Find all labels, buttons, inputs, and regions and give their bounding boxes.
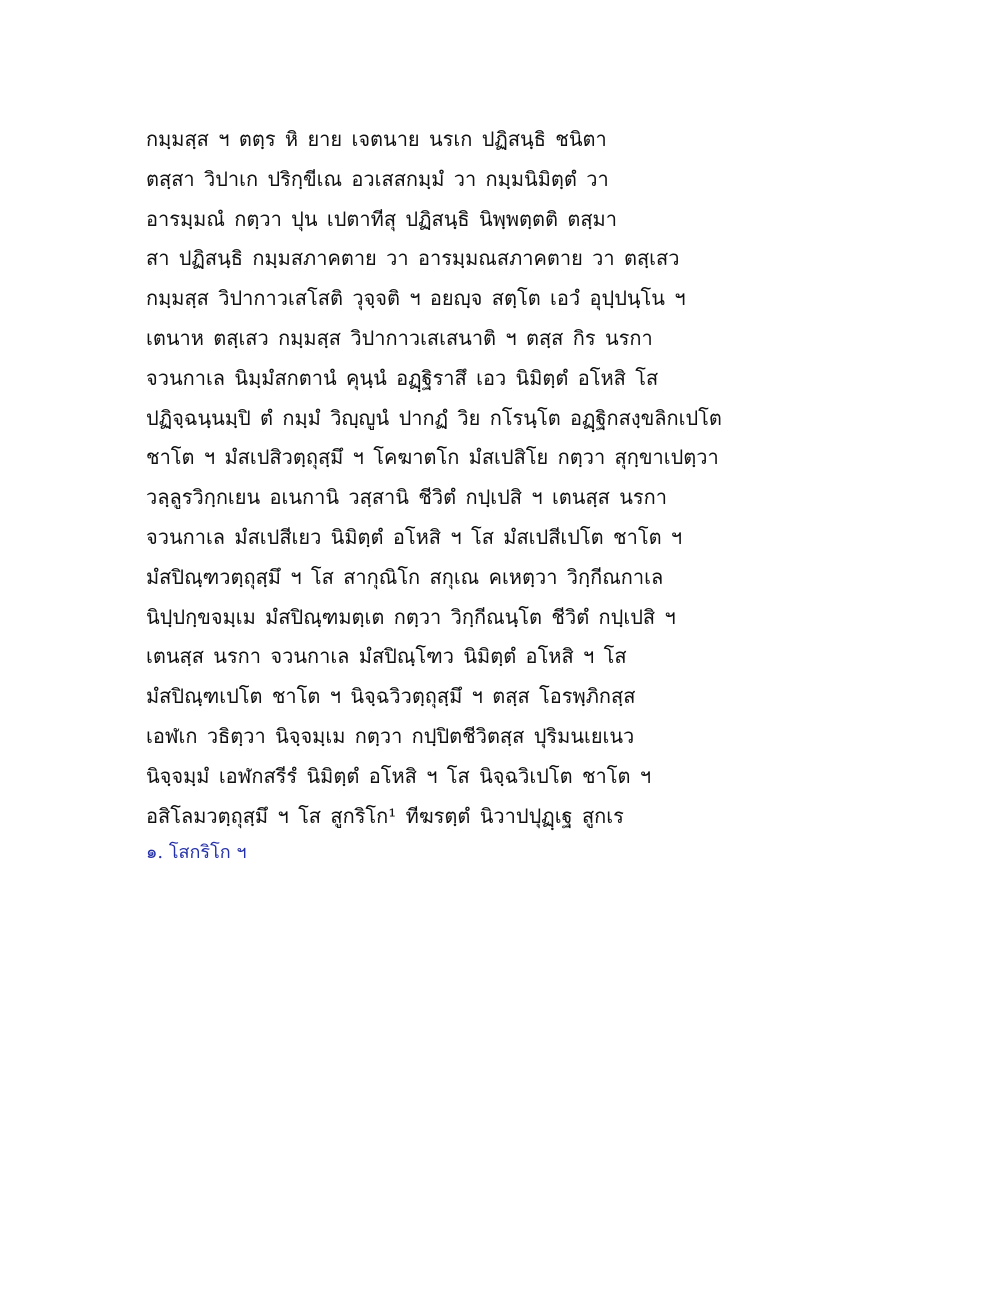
text-line-12: มํสปิณฺฑวตฺถุสฺมึ ฯ โส สากุณิโก สกุเณ คเหตฺวา วิกฺกีณกาเล bbox=[146, 564, 664, 589]
text-line-5: กมฺมสฺส วิปากาวเสโสติ วุจฺจติ ฯ อยญฺจ สตฺโต เอวํ อุปฺปนฺโน ฯ bbox=[146, 286, 686, 311]
text-line-11: จวนกาเล มํสเปสีเยว นิมิตฺตํ อโหสิ ฯ โส มํสเปสีเปโต ชาโต ฯ bbox=[146, 524, 683, 549]
text-line-6: เตนาห ตสฺเสว กมฺมสฺส วิปากาวเสเสนาติ ฯ ตสฺส กิร นรกา bbox=[146, 325, 653, 350]
text-line-4: สา ปฏิสนฺธิ กมฺมสภาคตาย วา อารมฺมณสภาคตาย วา ตสฺเสว bbox=[146, 246, 680, 271]
pali-text-body bbox=[146, 120, 846, 836]
text-line-1: กมฺมสฺส ฯ ตตฺร หิ ยาย เจตนาย นรเก ปฏิสนฺธิ ชนิตา bbox=[146, 127, 607, 151]
text-line-9: ชาโต ฯ มํสเปสิวตฺถุสฺมึ ฯ โคฆาตโก มํสเปสิโย กตฺวา สุกฺขาเปตฺวา bbox=[146, 445, 719, 470]
text-line-8: ปฏิจฺฉนฺนมฺปิ ตํ กมฺมํ วิญฺญูนํ ปากฏํ วิย กโรนฺโต อฏฺฐิกสงฺขลิกเปโต bbox=[146, 405, 722, 430]
text-line-18: อสิโลมวตฺถุสฺมึ ฯ โส สูกริโก¹ ทีฆรตฺตํ นิวาปปุฏฺเฐ สูกเร bbox=[146, 803, 624, 828]
text-line-2: ตสฺสา วิปาเก ปริกฺขีเณ อวเสสกมฺมํ วา กมฺมนิมิตฺตํ วา bbox=[146, 166, 609, 191]
text-line-17: นิจฺจมฺมํ เอฬกสรีรํ นิมิตฺตํ อโหสิ ฯ โส นิจฺฉวิเปโต ชาโต ฯ bbox=[146, 763, 652, 788]
footnote: ๑. โสกริโก ฯ bbox=[146, 842, 247, 863]
text-line-16: เอฬเก วธิตฺวา นิจฺจมฺเม กตฺวา กปฺปิตชีวิตสฺส ปุริมนเยเนว bbox=[146, 723, 635, 748]
text-line-15: มํสปิณฺฑเปโต ชาโต ฯ นิจฺฉวิวตฺถุสฺมึ ฯ ตสฺส โอรพฺภิกสฺส bbox=[146, 684, 636, 709]
text-line-14: เตนสฺส นรกา จวนกาเล มํสปิณฺโฑว นิมิตฺตํ อโหสิ ฯ โส bbox=[146, 644, 627, 669]
text-line-13: นิปฺปกฺขจมฺเม มํสปิณฺฑมตฺเต กตฺวา วิกฺกีณนฺโต ชีวิตํ กปฺเปสิ ฯ bbox=[146, 604, 676, 629]
text-line-7: จวนกาเล นิมฺมํสกตานํ คุนฺนํ อฏฺฐิราสึ เอว นิมิตฺตํ อโหสิ โส bbox=[146, 365, 659, 390]
text-line-10: วลฺลูรวิกฺกเยน อเนกานิ วสฺสานิ ชีวิตํ กปฺเปสิ ฯ เตนสฺส นรกา bbox=[146, 485, 667, 510]
text-line-3: อารมฺมณํ กตฺวา ปุน เปตาทีสุ ปฏิสนฺธิ นิพฺพตฺตติ ตสฺมา bbox=[146, 206, 617, 231]
